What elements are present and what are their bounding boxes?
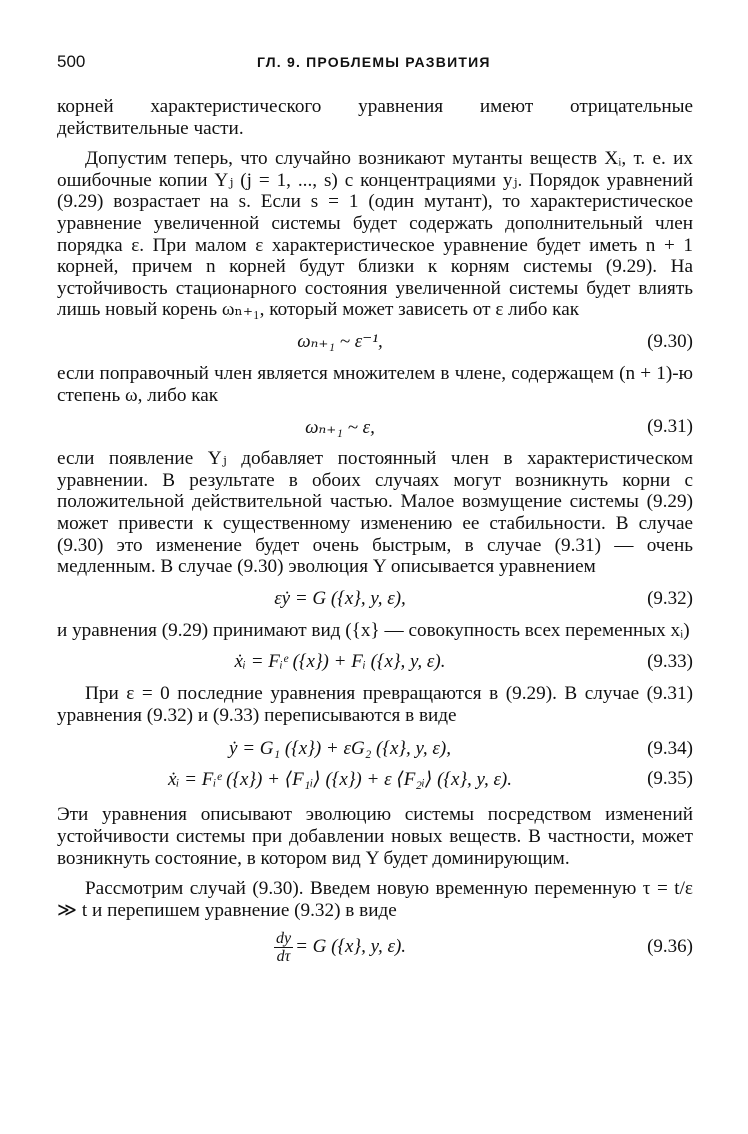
derivative-fraction — [274, 930, 293, 965]
paragraph-6: При ε = 0 последние уравнения превращаются в (9.29). В случае (9.31) уравнения (9.32) и (9.33) переписываются в виде — [57, 683, 693, 726]
equation-rhs: = G ({x}, y, ε). — [295, 935, 407, 957]
equation-label: (9.35) — [647, 768, 693, 790]
equation-9-35 — [57, 764, 693, 794]
equation-9-32 — [57, 578, 693, 620]
running-title: ГЛ. 9. ПРОБЛЕМЫ РАЗВИТИЯ — [257, 54, 491, 70]
running-header — [57, 52, 693, 78]
equation-9-30 — [57, 321, 693, 363]
equation-label: (9.32) — [647, 587, 693, 609]
equation-label: (9.31) — [647, 416, 693, 438]
equation-9-36 — [57, 921, 693, 973]
fraction-denominator: dτ — [276, 947, 291, 965]
paragraph-7: Эти уравнения описывают эволюцию системы посредством изменений устойчивости системы при добавлении новых веществ. В частности, может возникнуть состояние, в котором вид Y будет доминирующим. — [57, 804, 693, 869]
equation-label: (9.30) — [647, 330, 693, 352]
equation-body — [57, 930, 623, 965]
fraction-numerator: dy — [275, 929, 292, 947]
paragraph-1: корней характеристического уравнения имеют отрицательные действительные части. — [57, 96, 693, 139]
paragraph-2: Допустим теперь, что случайно возникают мутанты веществ Xᵢ, т. е. их ошибочные копии Yⱼ (j = 1, ..., s) с концентрациями yⱼ. Порядок уравнений (9.29) возрастает на s. Если s = 1 (один мутант), то характеристическое уравнение увеличенной системы будет содержать дополнительный член порядка ε. При малом ε характеристическое уравнение будет иметь n + 1 корней, причем n корней будут близки к корням системы (9.29). На устойчивость стационарного состояния увеличенной системы будет влиять лишь новый корень ωₙ₊₁, который может зависеть от ε либо как — [57, 148, 693, 321]
paragraph-5: и уравнения (9.29) принимают вид ({x} — совокупность всех переменных xᵢ) — [57, 619, 690, 641]
equation-label: (9.33) — [647, 651, 693, 673]
equation-label: (9.36) — [647, 936, 693, 958]
book-page — [57, 52, 693, 973]
equation-body: ẋᵢ = Fᵢᵉ ({x}) + ⟨F₁ᵢ⟩ ({x}) + ε ⟨F₂ᵢ⟩ ({x}, y, ε). — [167, 768, 513, 790]
equation-9-34 — [57, 734, 693, 764]
equation-body: εẏ = G ({x}, y, ε), — [274, 587, 406, 609]
equation-body: ẏ = G₁ ({x}) + εG₂ ({x}, y, ε), — [229, 738, 451, 760]
equation-body: ωₙ₊₁ ~ ε, — [305, 416, 375, 438]
equation-body: ωₙ₊₁ ~ ε⁻¹, — [297, 331, 383, 353]
paragraph-4: если появление Yⱼ добавляет постоянный член в характеристическом уравнении. В результате в обоих случаях могут возникнуть корни с положительной действительной частью. Малое возмущение системы (9.29) может привести к существенному изменению ее стабильности. В случае (9.30) это изменение будет очень быстрым, в случае (9.31) — очень медленным. В случае (9.30) эволюция Y описывается уравнением — [57, 448, 693, 578]
page-number: 500 — [57, 52, 86, 71]
equation-label: (9.34) — [647, 738, 693, 760]
equation-9-33 — [57, 641, 693, 683]
equation-body: ẋᵢ = Fᵢᵉ ({x}) + Fᵢ ({x}, y, ε). — [234, 651, 446, 673]
paragraph-8: Рассмотрим случай (9.30). Введем новую временную переменную τ = t/ε ≫ t и перепишем уравнение (9.32) в виде — [57, 878, 693, 921]
equation-9-31 — [57, 406, 693, 448]
paragraph-3: если поправочный член является множителем в члене, содержащем (n + 1)-ю степень ω, либо как — [57, 362, 693, 406]
